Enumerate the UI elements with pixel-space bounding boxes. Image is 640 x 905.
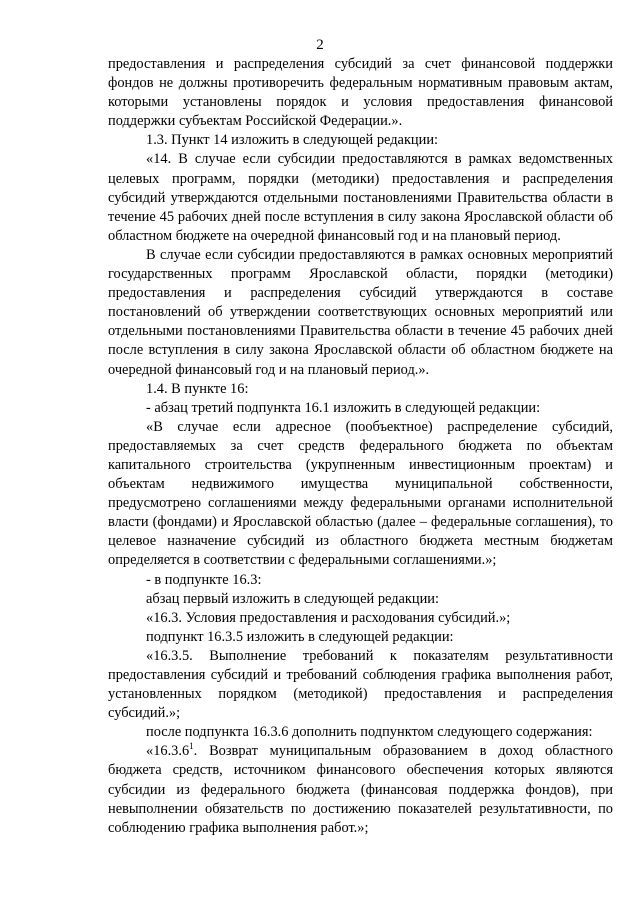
paragraph-quote-16-3: «16.3. Условия предоставления и расходования субсидий.»; xyxy=(146,609,511,626)
page-number: 2 xyxy=(316,37,324,53)
paragraph-item-1-4: 1.4. В пункте 16: xyxy=(146,380,249,397)
paragraph-subitem-16-3: - в подпункте 16.3: xyxy=(146,571,262,588)
paragraph-subitem-16-3-5: подпункт 16.3.5 изложить в следующей редакции: xyxy=(146,628,454,645)
paragraph-quote-16-3-6-1 xyxy=(108,742,613,837)
paragraph-item-1-3: 1.3. Пункт 14 изложить в следующей редакции: xyxy=(146,132,439,149)
paragraph-clause-14: «14. В случае если субсидии предоставляются в рамках ведомственных целевых программ, порядки (методики) предоставления и распределения субсидий утверждаются отдельными постановлениями Правительства области в течение 45 рабочих дней после вступления в силу закона Ярославской области об областном бюджете на очередной финансовый год и на плановый период. xyxy=(108,151,613,244)
document-body xyxy=(108,55,613,838)
clause-superscript: 1 xyxy=(189,741,194,752)
paragraph-clause-14-part-2: В случае если субсидии предоставляются в рамках основных мероприятий государственных программ Ярославской области, порядки (методики) предоставления и распределения субсидий утверждаются в составе постановлений об утверждении соответствующих основных мероприятий или отдельными постановлениями Правительства области в течение 45 рабочих дней после вступления в силу закона Ярославской области об областном бюджете на очередной финансовый год и на плановый период.». xyxy=(108,246,613,378)
paragraph-after-16-3-6: после подпункта 16.3.6 дополнить подпунктом следующего содержания: xyxy=(146,724,593,741)
paragraph-quote-16-3-5: «16.3.5. Выполнение требований к показателям результативности предоставления субсидий и требований соблюдения графика выполнения работ, установленных порядком (методикой) предоставления и распределения субсидий.»; xyxy=(108,647,613,722)
clause-number: «16.3.6 xyxy=(146,743,190,760)
clause-text: . Возврат муниципальным образованием в доход областного бюджета средств, источником финансового обеспечения которых являются субсидии из федерального бюджета (финансовая поддержка фондов), при невыполнении обязательств по достижению показателей результативности, по соблюдению графика выполнения работ.»; xyxy=(108,743,613,836)
paragraph-continuation: предоставления и распределения субсидий за счет финансовой поддержки фондов не должны противоречить федеральным нормативным правовым актам, которыми установлены порядок и условия предоставления финансовой поддержки субъектам Российской Федерации.». xyxy=(108,56,613,130)
paragraph-quote-16-1: «В случае если адресное (пообъектное) распределение субсидий, предоставляемых за счет средств федерального бюджета по объектам капитального строительства (укрупненным инвестиционным проектам) и объектам недвижимого имущества муниципальной собственности, предусмотрено соглашениями между федеральными органами исполнительной власти (фондами) и Ярославской областью (далее – федеральные соглашения), то целевое назначение субсидий из областного бюджета местным бюджетам определяется в соответствии с федеральными соглашениями.»; xyxy=(108,418,613,569)
paragraph-subitem-16-1: - абзац третий подпункта 16.1 изложить в следующей редакции: xyxy=(146,399,541,416)
paragraph-first-abzac: абзац первый изложить в следующей редакции: xyxy=(146,590,440,607)
